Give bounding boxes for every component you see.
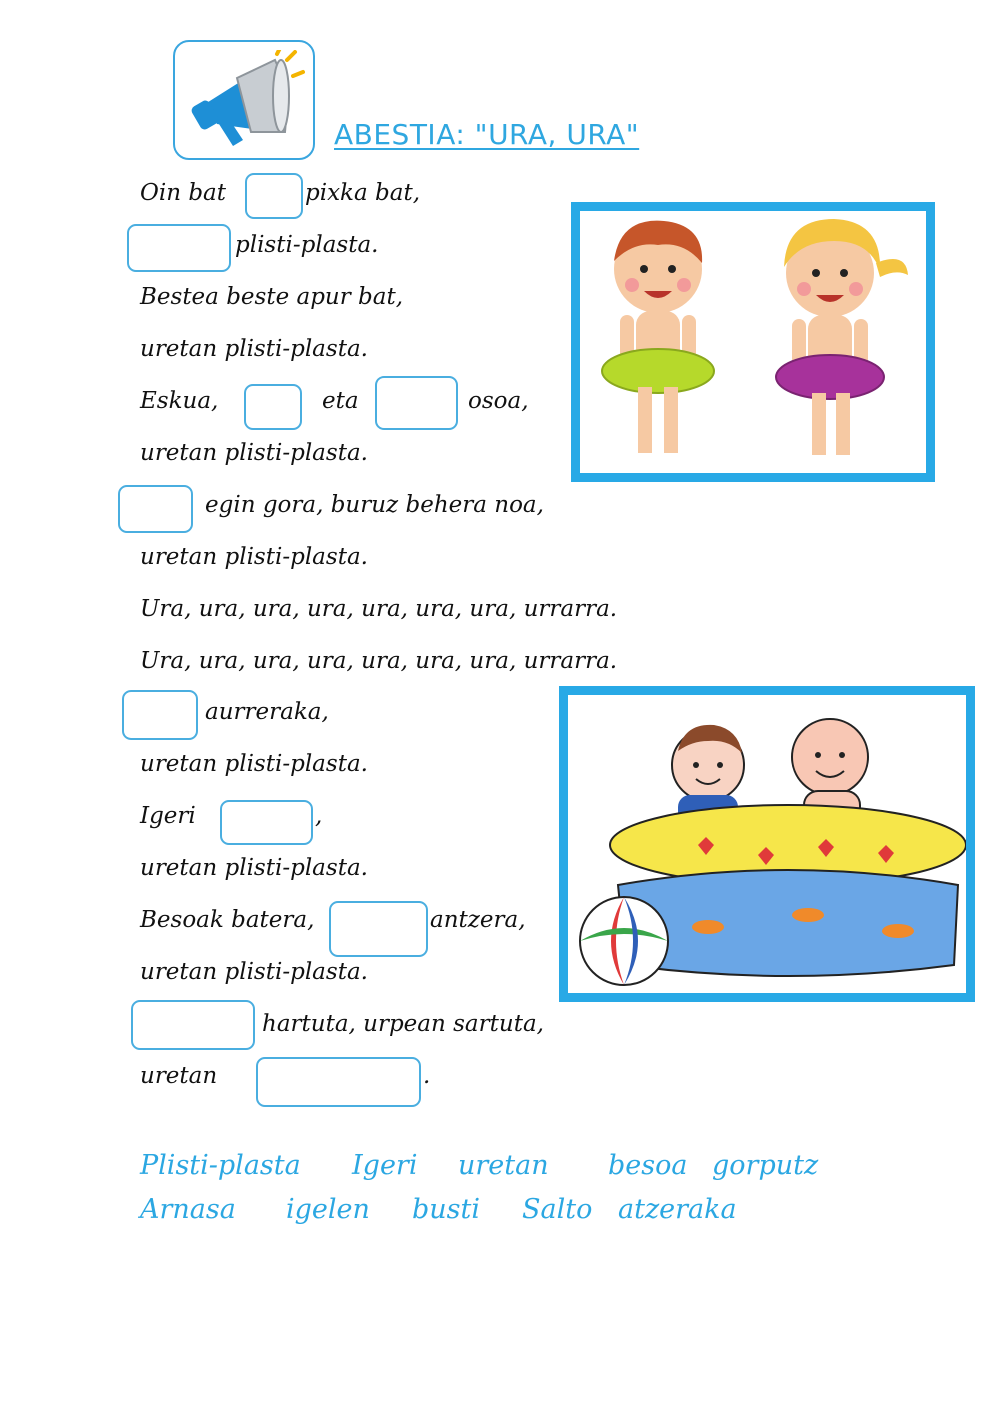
lyric-line-5a: Eskua, bbox=[140, 388, 219, 414]
lyric-line-2: plisti-plasta. bbox=[235, 232, 379, 258]
blank-input-8[interactable] bbox=[329, 901, 428, 957]
kids-swim-ring-image bbox=[571, 202, 935, 482]
lyric-line-13b: , bbox=[315, 803, 323, 829]
lyric-line-4: uretan plisti-plasta. bbox=[140, 336, 368, 362]
kids-pool-image bbox=[559, 686, 975, 1002]
page-title: ABESTIA: "URA, URA" bbox=[334, 118, 640, 151]
word-option[interactable]: Igeri bbox=[352, 1150, 418, 1181]
blank-input-2[interactable] bbox=[127, 224, 231, 272]
word-option[interactable]: igelen bbox=[286, 1194, 370, 1225]
lyric-line-3: Bestea beste apur bat, bbox=[140, 284, 404, 310]
lyric-line-11: aurreraka, bbox=[205, 699, 329, 725]
lyric-line-12: uretan plisti-plasta. bbox=[140, 751, 368, 777]
lyric-line-14: uretan plisti-plasta. bbox=[140, 855, 368, 881]
word-bank-row-2 bbox=[140, 1194, 860, 1230]
lyric-line-1b: pixka bat, bbox=[305, 180, 420, 206]
blank-input-5[interactable] bbox=[118, 485, 193, 533]
megaphone-icon bbox=[185, 50, 305, 154]
blank-input-9[interactable] bbox=[131, 1000, 255, 1050]
lyric-line-5c: osoa, bbox=[468, 388, 529, 414]
lyric-line-8: uretan plisti-plasta. bbox=[140, 544, 368, 570]
lyric-line-15a: Besoak batera, bbox=[140, 907, 315, 933]
lyric-line-5b: eta bbox=[322, 388, 359, 414]
word-option[interactable]: busti bbox=[412, 1194, 481, 1225]
lyric-line-17: hartuta, urpean sartuta, bbox=[262, 1011, 544, 1037]
word-option[interactable]: atzeraka bbox=[618, 1194, 737, 1225]
lyric-line-10: Ura, ura, ura, ura, ura, ura, ura, urrarra. bbox=[140, 648, 618, 674]
lyric-line-18a: uretan bbox=[140, 1063, 218, 1089]
blank-input-1[interactable] bbox=[245, 173, 303, 219]
word-option[interactable]: Plisti-plasta bbox=[140, 1150, 301, 1181]
word-bank-row-1 bbox=[140, 1150, 860, 1186]
blank-input-10[interactable] bbox=[256, 1057, 421, 1107]
blank-input-3[interactable] bbox=[244, 384, 302, 430]
lyric-line-13a: Igeri bbox=[140, 803, 196, 829]
lyric-line-18b: . bbox=[423, 1063, 431, 1089]
blank-input-6[interactable] bbox=[122, 690, 198, 740]
word-option[interactable]: uretan bbox=[458, 1150, 549, 1181]
blank-input-7[interactable] bbox=[220, 800, 313, 845]
lyric-line-15b: antzera, bbox=[430, 907, 526, 933]
lyric-line-9: Ura, ura, ura, ura, ura, ura, ura, urrarra. bbox=[140, 596, 618, 622]
lyric-line-6: uretan plisti-plasta. bbox=[140, 440, 368, 466]
word-option[interactable]: besoa bbox=[608, 1150, 688, 1181]
word-option[interactable]: gorputz bbox=[712, 1150, 819, 1181]
lyric-line-7: egin gora, buruz behera noa, bbox=[205, 492, 544, 518]
word-option[interactable]: Arnasa bbox=[140, 1194, 236, 1225]
lyric-line-16: uretan plisti-plasta. bbox=[140, 959, 368, 985]
audio-play-button[interactable] bbox=[173, 40, 315, 160]
word-option[interactable]: Salto bbox=[522, 1194, 593, 1225]
blank-input-4[interactable] bbox=[375, 376, 458, 430]
lyric-line-1a: Oin bat bbox=[140, 180, 227, 206]
